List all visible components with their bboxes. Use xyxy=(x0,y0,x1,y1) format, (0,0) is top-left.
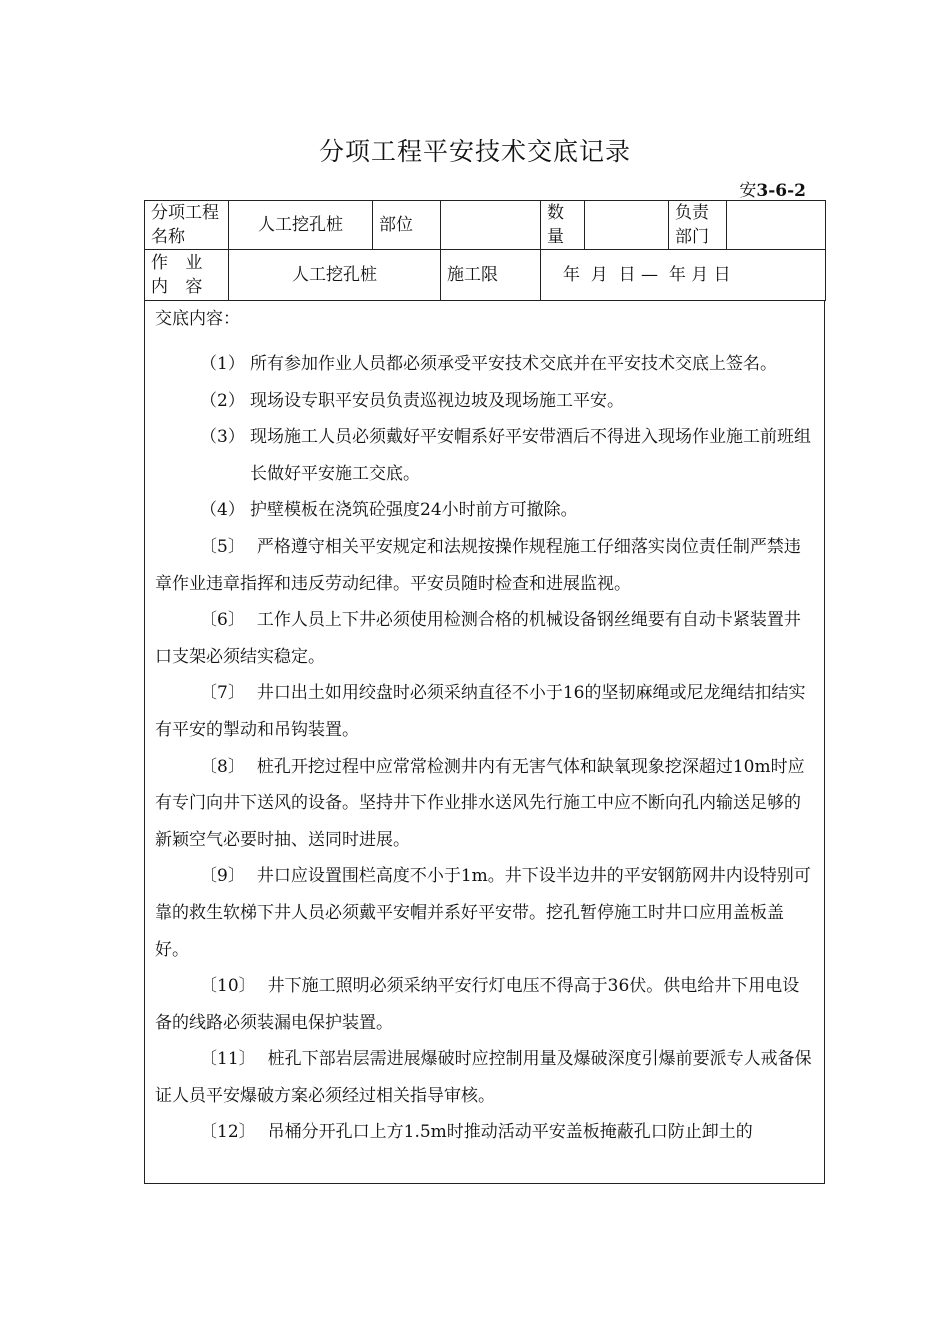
list-item xyxy=(155,492,815,529)
part-label: 部位 xyxy=(373,201,441,250)
item-number: 〔8〕 xyxy=(200,756,245,777)
project-name-value: 人工挖孔桩 xyxy=(229,201,373,250)
item-number: （4） xyxy=(200,500,245,521)
item-text: 吊桶分开孔口上方1.5m时推动活动平安盖板掩蔽孔口防止卸土的 xyxy=(267,1122,753,1143)
header-row-1 xyxy=(145,201,826,250)
project-name-label: 分项工程名称 xyxy=(145,201,229,250)
item-number: 〔9〕 xyxy=(200,866,245,887)
list-item xyxy=(155,383,815,420)
item-text: 护壁模板在浇筑砼强度24小时前方可撤除。 xyxy=(250,500,578,521)
dept-label: 负责部门 xyxy=(669,201,727,250)
period-label: 施工限 xyxy=(441,250,541,301)
header-table xyxy=(144,200,826,301)
item-text: 桩孔下部岩层需进展爆破时应控制用量及爆破深度引爆前要派专人戒备保证人员平安爆破方案必须经过相关指导审核。 xyxy=(155,1049,812,1106)
item-number: （2） xyxy=(200,390,245,411)
list-item xyxy=(155,1041,815,1114)
list-item xyxy=(155,529,815,602)
work-content-value: 人工挖孔桩 xyxy=(229,250,441,301)
item-text: 严格遵守相关平安规定和法规按操作规程施工仔细落实岗位责任制严禁违章作业违章指挥和违反劳动纪律。平安员随时检查和进展监视。 xyxy=(155,536,801,594)
item-text: 井下施工照明必须采纳平安行灯电压不得高于36伏。供电给井下用电设备的线路必须装漏电保护装置。 xyxy=(155,976,800,1033)
list-item xyxy=(155,749,815,859)
item-number: 〔10〕 xyxy=(200,976,256,997)
part-value xyxy=(441,201,541,250)
form-code xyxy=(739,176,806,201)
list-item xyxy=(155,675,815,748)
document-title: 分项工程平安技术交底记录 xyxy=(318,137,631,166)
item-text: 所有参加作业人员都必须承受平安技术交底并在平安技术交底上签名。 xyxy=(250,354,777,374)
form-code-number: 3-6-2 xyxy=(756,181,806,201)
quantity-value xyxy=(585,201,669,250)
item-number: （1） xyxy=(200,354,245,374)
list-item xyxy=(155,602,815,675)
content-label: 交底内容： xyxy=(155,309,240,329)
item-text: 工作人员上下井必须使用检测合格的机械设备钢丝绳要有自动卡紧装置井口支架必须结实稳定。 xyxy=(155,610,801,667)
list-item xyxy=(155,858,815,968)
list-item xyxy=(155,419,815,492)
list-item xyxy=(155,346,815,383)
item-number: 〔5〕 xyxy=(200,536,245,557)
content-section xyxy=(144,300,825,1184)
dept-value xyxy=(727,201,826,250)
item-number: 〔7〕 xyxy=(200,683,245,704)
content-items xyxy=(155,346,815,1151)
item-text: 井口出土如用绞盘时必须采纳直径不小于16的坚韧麻绳或尼龙绳结扣结实有平安的掣动和吊钩装置。 xyxy=(155,683,806,740)
item-text: 桩孔开挖过程中应常常检测井内有无害气体和缺氧现象挖深超过10m时应有专门向井下送风的设备。坚持井下作业排水送风先行施工中应不断向孔内输送足够的新颖空气必要时抽、送同时进展。 xyxy=(155,756,805,850)
work-content-label: 作 业 内 容 xyxy=(145,250,229,301)
item-text: 现场设专职平安员负责巡视边坡及现场施工平安。 xyxy=(250,390,624,411)
item-number: （3） xyxy=(200,427,245,448)
item-number: 〔6〕 xyxy=(200,610,245,631)
quantity-label: 数量 xyxy=(541,201,585,250)
item-text: 井口应设置围栏高度不小于1m。井下设半边井的平安钢筋网井内设特别可靠的救生软梯下井人员必须戴平安帽并系好平安带。挖孔暂停施工时井口应用盖板盖好。 xyxy=(155,866,811,960)
item-text: 现场施工人员必须戴好平安帽系好平安带酒后不得进入现场作业施工前班组长做好平安施工交底。 xyxy=(250,427,811,484)
item-number: 〔11〕 xyxy=(200,1049,256,1070)
item-number: 〔12〕 xyxy=(200,1122,256,1143)
list-item xyxy=(155,1114,815,1151)
list-item xyxy=(155,968,815,1041)
period-value: 年 月 日 — 年 月 日 xyxy=(541,250,826,301)
form-code-prefix: 安 xyxy=(739,181,757,201)
header-row-2 xyxy=(145,250,826,301)
